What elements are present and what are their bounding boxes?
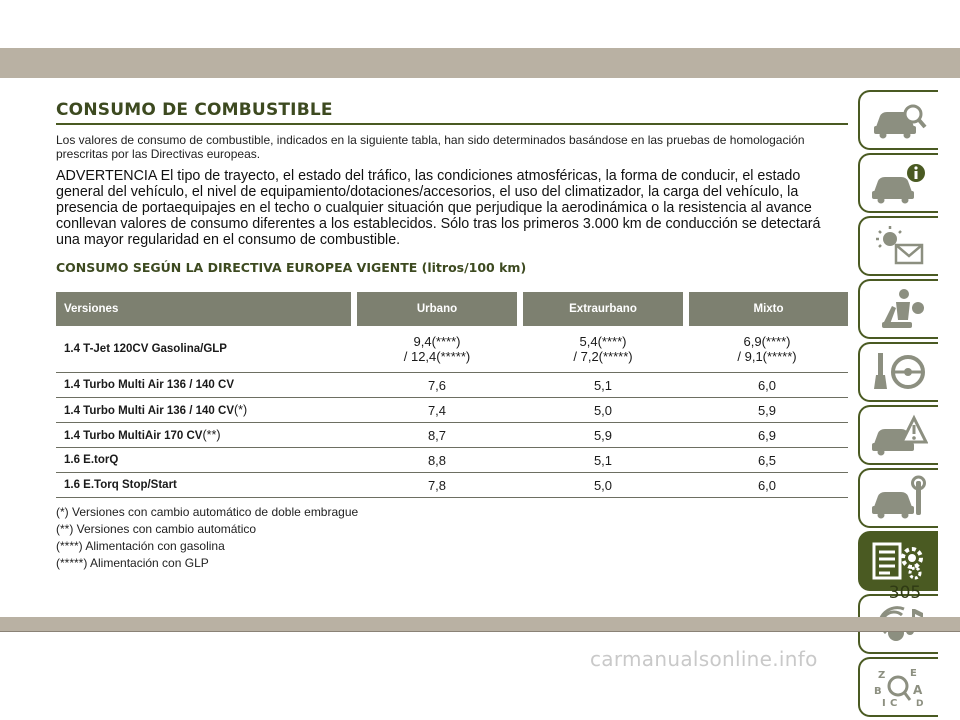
svg-text:I: I [882,698,886,709]
mixto-value: 6,0 [686,473,848,498]
header-extraurbano: Extraurbano [520,292,686,326]
car-search-icon [870,97,928,143]
extraurbano-value: 5,0 [520,473,686,498]
car-maintenance-icon [870,475,928,521]
version-cell [56,398,354,423]
footnote: (*) Versiones con cambio automático de doble embrague [56,505,359,519]
version-cell [56,373,354,398]
tab-key-steering[interactable] [858,342,938,402]
tab-car-emergency[interactable] [858,405,938,465]
extraurbano-value: 5,1 [520,373,686,398]
header-urbano: Urbano [354,292,520,326]
extraurbano-value: 5,4(****) [579,334,627,349]
table-row [56,423,848,448]
mixto-value: 6,9(****) [743,334,791,349]
mixto-value: 6,5 [686,448,848,473]
car-emergency-icon [870,412,928,458]
svg-text:E: E [910,668,917,679]
urbano-value: 9,4(****) [413,334,461,349]
svg-text:C: C [890,698,898,709]
car-info-icon [870,160,928,206]
version-name: 1.4 Turbo MultiAir 170 CV [64,430,203,442]
version-name: 1.4 Turbo Multi Air 136 / 140 CV [64,405,234,417]
extraurbano-value: 5,1 [520,448,686,473]
extraurbano-value: 5,0 [520,398,686,423]
mixto-cell [686,326,848,373]
table-header-row [56,292,848,326]
extraurbano-value: 5,9 [520,423,686,448]
svg-text:D: D [916,699,924,709]
header-mixto: Mixto [686,292,848,326]
tab-car-search[interactable] [858,90,938,150]
tab-car-info[interactable] [858,153,938,213]
header-versiones: Versiones [56,292,354,326]
footnote: (****) Alimentación con gasolina [56,539,225,553]
footer-band [0,617,960,631]
mixto-value-lpg: / 9,1(*****) [737,349,797,364]
version-name: 1.6 E.Torq Stop/Start [64,479,177,491]
svg-text:A: A [913,683,923,697]
table-row [56,473,848,498]
table-row [56,398,848,423]
page-number: 305 [888,583,922,603]
footnote: (**) Versiones con cambio automático [56,522,257,536]
version-name: 1.6 E.torQ [64,454,119,466]
mixto-value: 6,9 [686,423,848,448]
footnote: (*****) Alimentación con GLP [56,556,209,570]
version-cell [56,326,354,373]
urbano-value: 7,6 [354,373,520,398]
tab-warning-lights[interactable] [858,216,938,276]
table-title: CONSUMO SEGÚN LA DIRECTIVA EUROPEA VIGENTE (litros/100 km) [56,260,527,275]
footnotes [56,504,848,572]
tab-alphabetical-index[interactable] [858,657,938,717]
urbano-value: 8,8 [354,448,520,473]
table-row [56,373,848,398]
watermark: carmanualsonline.info [590,647,818,671]
table-row [56,326,848,373]
intro-paragraph: Los valores de consumo de combustible, indicados en la siguiente tabla, han sido determinados basándose en las pruebas de homologación prescritas por las Directivas europeas. [56,133,805,161]
svg-text:Z: Z [878,670,886,681]
extraurbano-cell [520,326,686,373]
urbano-value: 8,7 [354,423,520,448]
airbag-seat-icon [870,286,928,332]
tab-airbag-seat[interactable] [858,279,938,339]
alphabetical-index-icon [870,664,928,710]
svg-text:B: B [874,686,882,697]
version-name: 1.4 Turbo Multi Air 136 / 140 CV [64,379,234,391]
technical-data-icon [870,538,928,584]
header-band [0,48,960,78]
page-content [56,100,848,572]
consumption-table [56,292,848,498]
table-row [56,448,848,473]
tab-car-maintenance[interactable] [858,468,938,528]
version-cell [56,448,354,473]
urbano-value: 7,4 [354,398,520,423]
version-note: (**) [202,428,221,442]
version-note: (*) [234,403,248,417]
mixto-value: 5,9 [686,398,848,423]
mixto-value: 6,0 [686,373,848,398]
urbano-cell [354,326,520,373]
extraurbano-value-lpg: / 7,2(*****) [573,349,633,364]
warning-lights-icon [870,223,928,269]
urbano-value-lpg: / 12,4(*****) [403,349,471,364]
version-name: 1.4 T-Jet 120CV Gasolina/GLP [64,343,227,355]
urbano-value: 7,8 [354,473,520,498]
warning-paragraph: ADVERTENCIA El tipo de trayecto, el estado del tráfico, las condiciones atmosféricas, la forma de conducir, el estado general del vehículo, el nivel de equipamiento/dotaciones/accesorios, el uso del climatizador, la carga del vehículo, la presencia de portaequipajes en el techo o cualquier situación que perjudique la aerodinámica o la resistencia al avance conllevan valores de consumo diferentes a los establecidos. Sólo tras los primeros 3.000 km de conducción se detectará una mayor regularidad en el consumo de combustible. [56,168,821,248]
footer-line [0,631,960,632]
tab-technical-data[interactable] [858,531,938,591]
version-cell [56,473,354,498]
section-title: CONSUMO DE COMBUSTIBLE [56,100,848,125]
version-cell [56,423,354,448]
key-steering-icon [870,349,928,395]
